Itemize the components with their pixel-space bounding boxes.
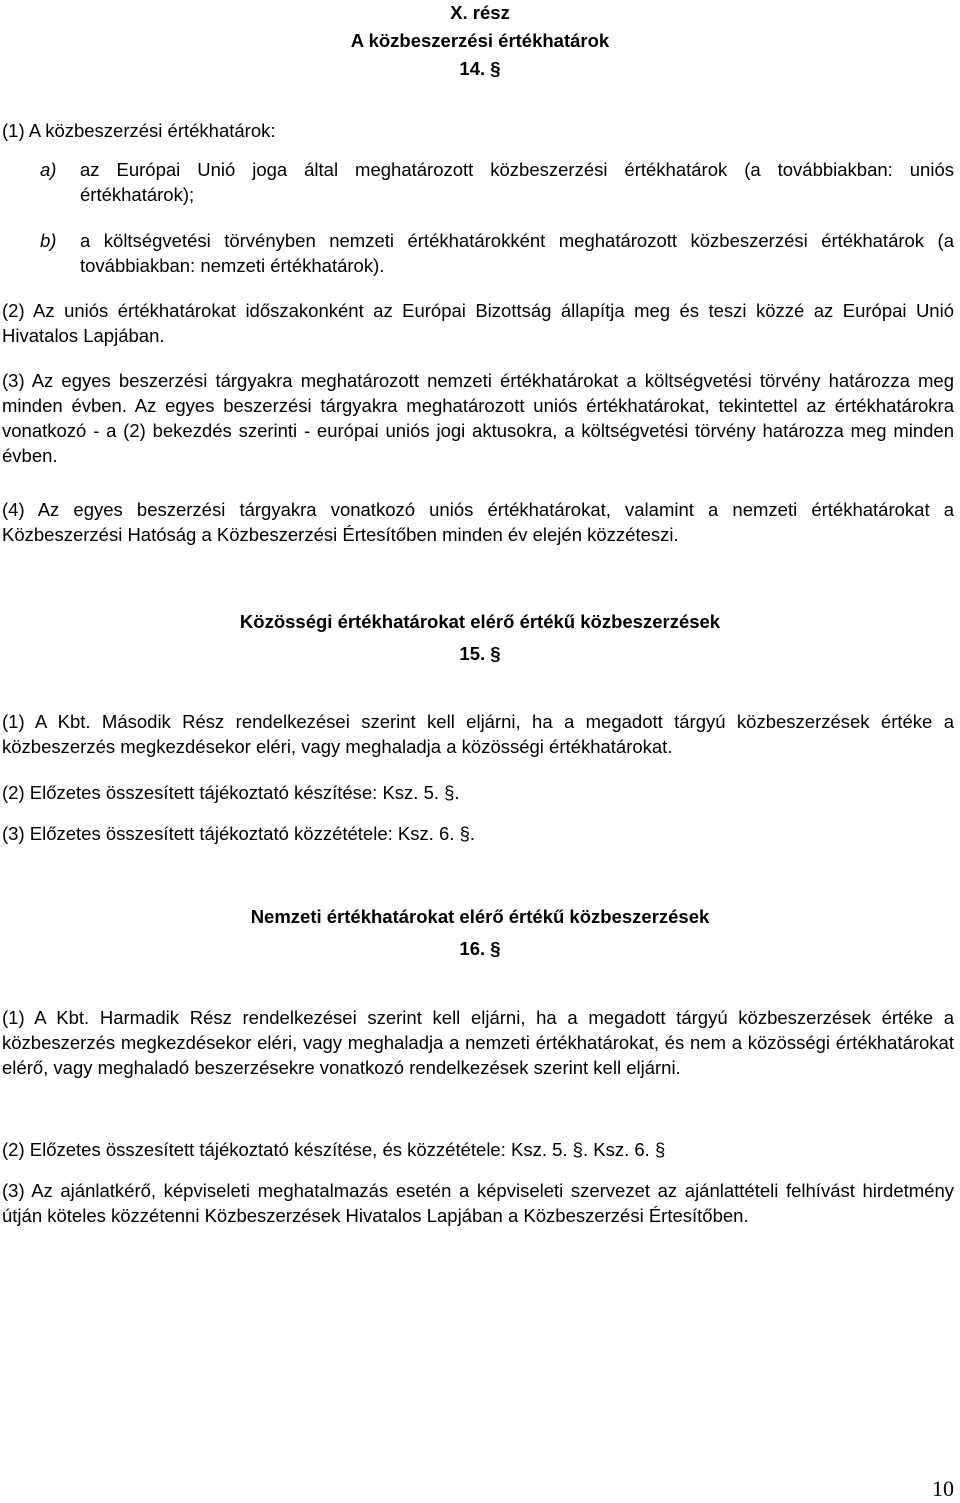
section-16-number: 16. § [459, 938, 501, 959]
section-16-heading: Nemzeti értékhatárokat elérő értékű közbeszerzések [250, 906, 710, 927]
s16-paragraph-1: (1) A Kbt. Harmadik Rész rendelkezései szerint kell eljárni, ha a megadott tárgyú közbeszerzések értéke a közbeszerzés megkezdésekor eléri, vagy meghaladja a nemzeti értékhatárokat, és nem a közösségi értékhatárokat elérő, vagy meghaladó beszerzésekre vonatkozó rendelkezések szerint kell eljárni. [2, 1007, 954, 1078]
section-15-heading: Közösségi értékhatárokat elérő értékű közbeszerzések [239, 611, 721, 632]
s14-paragraph-1-intro: (1) A közbeszerzési értékhatárok: [2, 120, 276, 141]
section-15-number: 15. § [459, 643, 501, 664]
part-subtitle: A közbeszerzési értékhatárok [350, 30, 610, 51]
s14-paragraph-3: (3) Az egyes beszerzési tárgyakra meghatározott nemzeti értékhatárokat a költségvetési törvény határozza meg minden évben. Az egyes beszerzési tárgyakra meghatározott uniós értékhatárokat, tekintettel az értékhatárokra vonatkozó - a (2) bekezdés szerinti - európai uniós jogi aktusokra, a költségvetési törvény határozza meg minden évben. [2, 370, 954, 466]
s14-item-b-text: a költségvetési törvényben nemzeti értékhatárokként meghatározott közbeszerzési értékhatárok (a továbbiakban: nemzeti értékhatárok). [80, 230, 954, 276]
s14-item-b-label: b) [40, 230, 57, 251]
s14-item-a-label: a) [40, 159, 57, 180]
s14-item-a-text: az Európai Unió joga által meghatározott közbeszerzési értékhatárok (a továbbiakban: uniós értékhatárok); [80, 159, 954, 205]
s15-paragraph-3: (3) Előzetes összesített tájékoztató közzététele: Ksz. 6. §. [2, 823, 476, 844]
s14-item-b [40, 228, 954, 278]
part-title: X. rész [450, 2, 510, 23]
s14-paragraph-4: (4) Az egyes beszerzési tárgyakra vonatkozó uniós értékhatárokat, valamint a nemzeti értékhatárokat a Közbeszerzési Hatóság a Közbeszerzési Értesítőben minden év elején közzéteszi. [2, 499, 954, 545]
section-14-number: 14. § [459, 58, 501, 79]
s14-item-a [40, 157, 954, 207]
s15-paragraph-1: (1) A Kbt. Második Rész rendelkezései szerint kell eljárni, ha a megadott tárgyú közbeszerzések értéke a közbeszerzés megkezdésekor eléri, vagy meghaladja a közösségi értékhatárokat. [2, 711, 954, 757]
s16-paragraph-3: (3) Az ajánlatkérő, képviseleti meghatalmazás esetén a képviseleti szervezet az ajánlattételi felhívást hirdetmény útján köteles közzétenni Közbeszerzések Hivatalos Lapjában a Közbeszerzési Értesítőben. [2, 1180, 954, 1226]
page-number: 10 [932, 1476, 954, 1501]
s15-paragraph-2: (2) Előzetes összesített tájékoztató készítése: Ksz. 5. §. [2, 782, 460, 803]
s14-paragraph-2: (2) Az uniós értékhatárokat időszakonként az Európai Bizottság állapítja meg és teszi közzé az Európai Unió Hivatalos Lapjában. [2, 300, 954, 346]
s16-paragraph-2: (2) Előzetes összesített tájékoztató készítése, és közzététele: Ksz. 5. §. Ksz. 6. § [2, 1139, 666, 1160]
